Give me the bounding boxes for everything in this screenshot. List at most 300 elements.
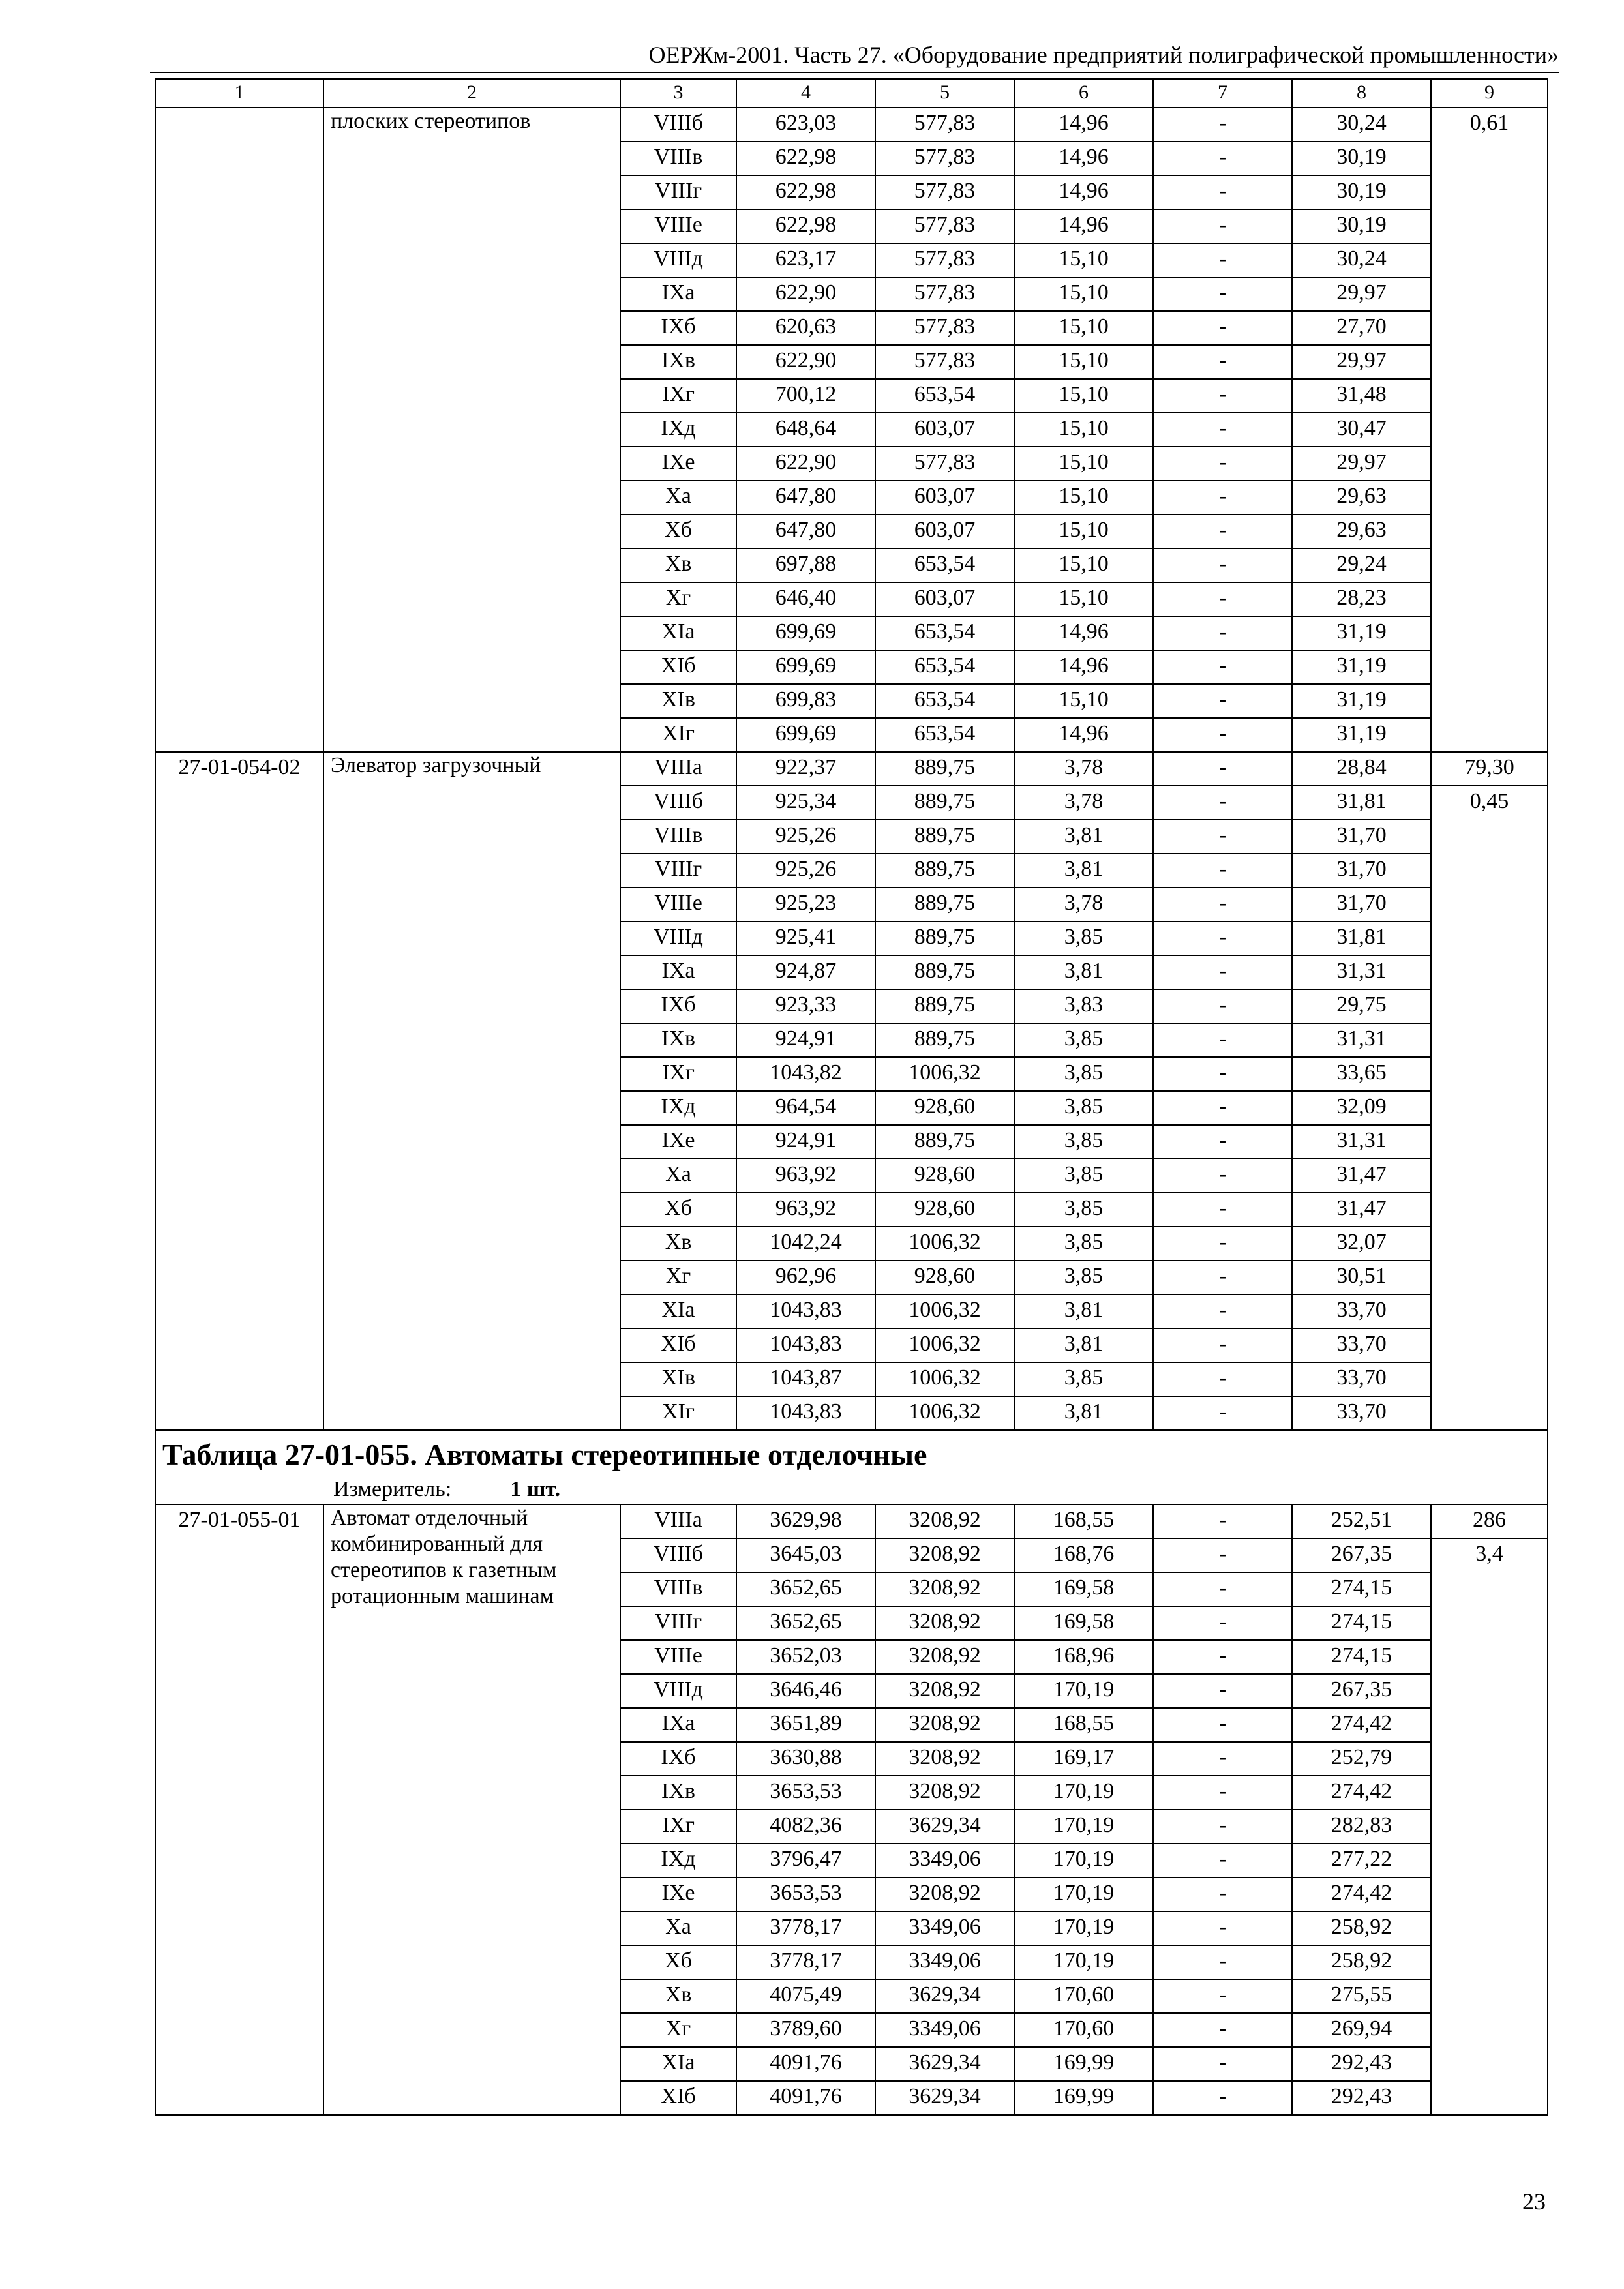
- wage-cell: 3208,92: [875, 1606, 1014, 1640]
- wage-cell: 603,07: [875, 515, 1014, 548]
- header-rule: [150, 72, 1559, 73]
- machine-cell: 14,96: [1014, 616, 1153, 650]
- machine-cell: 170,60: [1014, 1979, 1153, 2013]
- machine-wage-cell: -: [1153, 650, 1292, 684]
- wage-cell: 577,83: [875, 277, 1014, 311]
- total-cost-cell: 699,69: [736, 650, 875, 684]
- zone-cell: IXб: [620, 1742, 736, 1776]
- machine-cell: 3,85: [1014, 1023, 1153, 1057]
- wage-cell: 3208,92: [875, 1742, 1014, 1776]
- zone-cell: VIIIв: [620, 820, 736, 854]
- zone-cell: VIIIе: [620, 209, 736, 243]
- machine-cell: 170,19: [1014, 1776, 1153, 1810]
- wage-cell: 3208,92: [875, 1776, 1014, 1810]
- zone-cell: IXа: [620, 1708, 736, 1742]
- total-cost-cell: 4075,49: [736, 1979, 875, 2013]
- total-cost-cell: 622,90: [736, 345, 875, 379]
- labor-cell: 3,4: [1431, 1538, 1548, 2115]
- machine-cell: 170,19: [1014, 1674, 1153, 1708]
- zone-cell: Xг: [620, 582, 736, 616]
- total-cost-cell: 3796,47: [736, 1844, 875, 1878]
- material-cell: 31,47: [1292, 1159, 1431, 1193]
- wage-cell: 653,54: [875, 548, 1014, 582]
- material-cell: 275,55: [1292, 1979, 1431, 2013]
- wage-cell: 3349,06: [875, 1844, 1014, 1878]
- zone-cell: Xв: [620, 1227, 736, 1261]
- wage-cell: 577,83: [875, 447, 1014, 481]
- machine-cell: 15,10: [1014, 515, 1153, 548]
- table-title-cell: [155, 1430, 1548, 1504]
- wage-cell: 3629,34: [875, 1810, 1014, 1844]
- machine-cell: 14,96: [1014, 175, 1153, 209]
- wage-cell: 889,75: [875, 1125, 1014, 1159]
- wage-cell: 1006,32: [875, 1396, 1014, 1430]
- machine-wage-cell: -: [1153, 548, 1292, 582]
- wage-cell: 577,83: [875, 243, 1014, 277]
- machine-wage-cell: -: [1153, 2081, 1292, 2115]
- material-cell: 282,83: [1292, 1810, 1431, 1844]
- machine-wage-cell: -: [1153, 175, 1292, 209]
- zone-cell: IXб: [620, 311, 736, 345]
- machine-cell: 169,17: [1014, 1742, 1153, 1776]
- machine-cell: 14,96: [1014, 650, 1153, 684]
- zone-cell: XIб: [620, 2081, 736, 2115]
- machine-cell: 168,55: [1014, 1504, 1153, 1538]
- material-cell: 31,19: [1292, 718, 1431, 752]
- rates-table-body: [155, 79, 1548, 2115]
- material-cell: 27,70: [1292, 311, 1431, 345]
- total-cost-cell: 925,34: [736, 786, 875, 820]
- col-num: 6: [1014, 79, 1153, 108]
- zone-cell: VIIIе: [620, 1640, 736, 1674]
- wage-cell: 3208,92: [875, 1640, 1014, 1674]
- code-cell: 27-01-055-01: [155, 1504, 323, 2115]
- material-cell: 274,15: [1292, 1640, 1431, 1674]
- material-cell: 32,07: [1292, 1227, 1431, 1261]
- wage-cell: 3208,92: [875, 1674, 1014, 1708]
- total-cost-cell: 4091,76: [736, 2081, 875, 2115]
- wage-cell: 889,75: [875, 1023, 1014, 1057]
- zone-cell: IXд: [620, 1091, 736, 1125]
- machine-cell: 168,76: [1014, 1538, 1153, 1572]
- meter-line: [162, 1475, 1543, 1504]
- zone-cell: Xа: [620, 1911, 736, 1945]
- wage-cell: 889,75: [875, 752, 1014, 786]
- total-cost-cell: 963,92: [736, 1159, 875, 1193]
- material-cell: 274,42: [1292, 1708, 1431, 1742]
- machine-wage-cell: -: [1153, 1091, 1292, 1125]
- machine-cell: 15,10: [1014, 243, 1153, 277]
- material-cell: 29,97: [1292, 447, 1431, 481]
- zone-cell: Xв: [620, 1979, 736, 2013]
- zone-cell: VIIIб: [620, 1538, 736, 1572]
- machine-cell: 3,78: [1014, 786, 1153, 820]
- machine-cell: 15,10: [1014, 684, 1153, 718]
- machine-wage-cell: -: [1153, 1878, 1292, 1911]
- machine-wage-cell: -: [1153, 1674, 1292, 1708]
- total-cost-cell: 623,03: [736, 108, 875, 142]
- table-row: [155, 752, 1548, 786]
- machine-wage-cell: -: [1153, 1261, 1292, 1294]
- wage-cell: 3208,92: [875, 1708, 1014, 1742]
- machine-wage-cell: -: [1153, 2047, 1292, 2081]
- total-cost-cell: 3778,17: [736, 1911, 875, 1945]
- total-cost-cell: 648,64: [736, 413, 875, 447]
- total-cost-cell: 622,98: [736, 142, 875, 175]
- table-title-row: [155, 1430, 1548, 1504]
- zone-cell: Xа: [620, 1159, 736, 1193]
- total-cost-cell: 924,87: [736, 955, 875, 989]
- machine-cell: 3,81: [1014, 1328, 1153, 1362]
- machine-wage-cell: -: [1153, 311, 1292, 345]
- machine-cell: 170,60: [1014, 2013, 1153, 2047]
- zone-cell: Xв: [620, 548, 736, 582]
- meter-value: 1 шт.: [510, 1477, 561, 1501]
- wage-cell: 3208,92: [875, 1878, 1014, 1911]
- wage-cell: 1006,32: [875, 1227, 1014, 1261]
- name-cell: плоских стереотипов: [323, 108, 620, 752]
- wage-cell: 889,75: [875, 786, 1014, 820]
- machine-cell: 170,19: [1014, 1878, 1153, 1911]
- machine-wage-cell: -: [1153, 1606, 1292, 1640]
- zone-cell: IXг: [620, 1810, 736, 1844]
- material-cell: 274,42: [1292, 1878, 1431, 1911]
- zone-cell: IXв: [620, 1023, 736, 1057]
- material-cell: 33,65: [1292, 1057, 1431, 1091]
- total-cost-cell: 962,96: [736, 1261, 875, 1294]
- wage-cell: 577,83: [875, 345, 1014, 379]
- machine-cell: 3,81: [1014, 854, 1153, 888]
- machine-cell: 3,85: [1014, 1261, 1153, 1294]
- material-cell: 31,31: [1292, 955, 1431, 989]
- total-cost-cell: 3653,53: [736, 1776, 875, 1810]
- total-cost-cell: 3652,65: [736, 1606, 875, 1640]
- zone-cell: Xб: [620, 1193, 736, 1227]
- material-cell: 31,81: [1292, 921, 1431, 955]
- machine-cell: 169,99: [1014, 2081, 1153, 2115]
- zone-cell: IXб: [620, 989, 736, 1023]
- machine-wage-cell: -: [1153, 277, 1292, 311]
- zone-cell: XIб: [620, 1328, 736, 1362]
- machine-cell: 3,85: [1014, 1227, 1153, 1261]
- zone-cell: Xб: [620, 515, 736, 548]
- zone-cell: IXе: [620, 1878, 736, 1911]
- material-cell: 33,70: [1292, 1328, 1431, 1362]
- wage-cell: 577,83: [875, 175, 1014, 209]
- machine-cell: 3,85: [1014, 1362, 1153, 1396]
- wage-cell: 3629,34: [875, 2047, 1014, 2081]
- wage-cell: 889,75: [875, 820, 1014, 854]
- material-cell: 28,84: [1292, 752, 1431, 786]
- machine-cell: 168,96: [1014, 1640, 1153, 1674]
- machine-cell: 3,85: [1014, 921, 1153, 955]
- total-cost-cell: 3778,17: [736, 1945, 875, 1979]
- zone-cell: IXе: [620, 447, 736, 481]
- machine-wage-cell: -: [1153, 1193, 1292, 1227]
- zone-cell: VIIIа: [620, 752, 736, 786]
- machine-wage-cell: -: [1153, 1227, 1292, 1261]
- material-cell: 29,97: [1292, 277, 1431, 311]
- labor-cell: 0,45: [1431, 786, 1548, 1430]
- code-cell: 27-01-054-02: [155, 752, 323, 1430]
- machine-cell: 169,99: [1014, 2047, 1153, 2081]
- total-cost-cell: 697,88: [736, 548, 875, 582]
- machine-cell: 14,96: [1014, 718, 1153, 752]
- total-cost-cell: 3789,60: [736, 2013, 875, 2047]
- machine-cell: 14,96: [1014, 108, 1153, 142]
- machine-wage-cell: -: [1153, 108, 1292, 142]
- wage-cell: 3629,34: [875, 2081, 1014, 2115]
- zone-cell: Xг: [620, 1261, 736, 1294]
- machine-wage-cell: -: [1153, 616, 1292, 650]
- total-cost-cell: 623,17: [736, 243, 875, 277]
- machine-cell: 3,78: [1014, 888, 1153, 921]
- machine-wage-cell: -: [1153, 413, 1292, 447]
- zone-cell: XIв: [620, 1362, 736, 1396]
- total-cost-cell: 700,12: [736, 379, 875, 413]
- zone-cell: IXа: [620, 955, 736, 989]
- machine-wage-cell: -: [1153, 1159, 1292, 1193]
- machine-cell: 3,85: [1014, 1057, 1153, 1091]
- machine-wage-cell: -: [1153, 1979, 1292, 2013]
- machine-cell: 15,10: [1014, 311, 1153, 345]
- machine-wage-cell: -: [1153, 955, 1292, 989]
- material-cell: 269,94: [1292, 2013, 1431, 2047]
- material-cell: 258,92: [1292, 1911, 1431, 1945]
- material-cell: 31,70: [1292, 820, 1431, 854]
- col-num: 5: [875, 79, 1014, 108]
- wage-cell: 3208,92: [875, 1504, 1014, 1538]
- wage-cell: 653,54: [875, 718, 1014, 752]
- machine-wage-cell: -: [1153, 1742, 1292, 1776]
- machine-wage-cell: -: [1153, 1844, 1292, 1878]
- wage-cell: 3208,92: [875, 1538, 1014, 1572]
- name-cell: Элеватор загрузочный: [323, 752, 620, 1430]
- machine-wage-cell: -: [1153, 820, 1292, 854]
- machine-cell: 169,58: [1014, 1572, 1153, 1606]
- material-cell: 29,97: [1292, 345, 1431, 379]
- machine-wage-cell: -: [1153, 1057, 1292, 1091]
- total-cost-cell: 923,33: [736, 989, 875, 1023]
- wage-cell: 928,60: [875, 1261, 1014, 1294]
- material-cell: 32,09: [1292, 1091, 1431, 1125]
- wage-cell: 653,54: [875, 616, 1014, 650]
- machine-wage-cell: -: [1153, 209, 1292, 243]
- material-cell: 30,24: [1292, 243, 1431, 277]
- material-cell: 29,24: [1292, 548, 1431, 582]
- wage-cell: 653,54: [875, 379, 1014, 413]
- wage-cell: 577,83: [875, 142, 1014, 175]
- total-cost-cell: 963,92: [736, 1193, 875, 1227]
- material-cell: 274,15: [1292, 1606, 1431, 1640]
- total-cost-cell: 3651,89: [736, 1708, 875, 1742]
- zone-cell: VIIIд: [620, 921, 736, 955]
- wage-cell: 928,60: [875, 1159, 1014, 1193]
- wage-cell: 928,60: [875, 1091, 1014, 1125]
- machine-cell: 169,58: [1014, 1606, 1153, 1640]
- machine-wage-cell: -: [1153, 582, 1292, 616]
- wage-cell: 577,83: [875, 209, 1014, 243]
- machine-wage-cell: -: [1153, 1708, 1292, 1742]
- machine-wage-cell: -: [1153, 1572, 1292, 1606]
- wage-cell: 653,54: [875, 650, 1014, 684]
- machine-cell: 3,81: [1014, 1294, 1153, 1328]
- material-cell: 292,43: [1292, 2081, 1431, 2115]
- machine-wage-cell: -: [1153, 243, 1292, 277]
- material-cell: 31,19: [1292, 650, 1431, 684]
- machine-wage-cell: -: [1153, 989, 1292, 1023]
- machine-cell: 3,81: [1014, 1396, 1153, 1430]
- total-cost-cell: 622,98: [736, 209, 875, 243]
- machine-wage-cell: -: [1153, 481, 1292, 515]
- total-cost-cell: 925,26: [736, 854, 875, 888]
- material-cell: 30,51: [1292, 1261, 1431, 1294]
- machine-wage-cell: -: [1153, 1294, 1292, 1328]
- wage-cell: 1006,32: [875, 1362, 1014, 1396]
- zone-cell: VIIIе: [620, 888, 736, 921]
- machine-wage-cell: -: [1153, 142, 1292, 175]
- zone-cell: VIIIб: [620, 786, 736, 820]
- material-cell: 33,70: [1292, 1294, 1431, 1328]
- total-cost-cell: 4091,76: [736, 2047, 875, 2081]
- wage-cell: 3349,06: [875, 1945, 1014, 1979]
- machine-cell: 15,10: [1014, 582, 1153, 616]
- machine-cell: 170,19: [1014, 1945, 1153, 1979]
- material-cell: 252,51: [1292, 1504, 1431, 1538]
- material-cell: 31,19: [1292, 616, 1431, 650]
- material-cell: 274,15: [1292, 1572, 1431, 1606]
- machine-wage-cell: -: [1153, 854, 1292, 888]
- wage-cell: 3349,06: [875, 1911, 1014, 1945]
- col-num: 3: [620, 79, 736, 108]
- material-cell: 30,19: [1292, 209, 1431, 243]
- machine-cell: 15,10: [1014, 379, 1153, 413]
- material-cell: 29,63: [1292, 515, 1431, 548]
- total-cost-cell: 622,90: [736, 277, 875, 311]
- machine-wage-cell: -: [1153, 921, 1292, 955]
- wage-cell: 653,54: [875, 684, 1014, 718]
- machine-wage-cell: -: [1153, 1362, 1292, 1396]
- zone-cell: IXе: [620, 1125, 736, 1159]
- zone-cell: IXв: [620, 1776, 736, 1810]
- wage-cell: 1006,32: [875, 1057, 1014, 1091]
- wage-cell: 577,83: [875, 311, 1014, 345]
- zone-cell: XIа: [620, 616, 736, 650]
- material-cell: 31,48: [1292, 379, 1431, 413]
- material-cell: 30,24: [1292, 108, 1431, 142]
- machine-wage-cell: -: [1153, 1125, 1292, 1159]
- material-cell: 31,70: [1292, 888, 1431, 921]
- total-cost-cell: 1043,83: [736, 1396, 875, 1430]
- material-cell: 252,79: [1292, 1742, 1431, 1776]
- machine-cell: 168,55: [1014, 1708, 1153, 1742]
- col-num: 7: [1153, 79, 1292, 108]
- col-num: 2: [323, 79, 620, 108]
- wage-cell: 1006,32: [875, 1294, 1014, 1328]
- zone-cell: XIа: [620, 2047, 736, 2081]
- wage-cell: 3349,06: [875, 2013, 1014, 2047]
- code-cell: [155, 108, 323, 752]
- machine-wage-cell: -: [1153, 1776, 1292, 1810]
- wage-cell: 889,75: [875, 888, 1014, 921]
- material-cell: 33,70: [1292, 1362, 1431, 1396]
- machine-wage-cell: -: [1153, 1023, 1292, 1057]
- labor-cell: 286: [1431, 1504, 1548, 1538]
- machine-cell: 170,19: [1014, 1844, 1153, 1878]
- zone-cell: IXг: [620, 1057, 736, 1091]
- machine-cell: 15,10: [1014, 548, 1153, 582]
- total-cost-cell: 925,23: [736, 888, 875, 921]
- total-cost-cell: 925,26: [736, 820, 875, 854]
- wage-cell: 889,75: [875, 921, 1014, 955]
- material-cell: 31,31: [1292, 1023, 1431, 1057]
- machine-cell: 3,85: [1014, 1193, 1153, 1227]
- wage-cell: 889,75: [875, 955, 1014, 989]
- material-cell: 29,63: [1292, 481, 1431, 515]
- zone-cell: IXд: [620, 1844, 736, 1878]
- total-cost-cell: 647,80: [736, 481, 875, 515]
- wage-cell: 3629,34: [875, 1979, 1014, 2013]
- zone-cell: XIв: [620, 684, 736, 718]
- total-cost-cell: 622,98: [736, 175, 875, 209]
- total-cost-cell: 1043,87: [736, 1362, 875, 1396]
- wage-cell: 603,07: [875, 582, 1014, 616]
- zone-cell: XIг: [620, 1396, 736, 1430]
- zone-cell: IXв: [620, 345, 736, 379]
- page-number: 23: [1522, 2189, 1546, 2215]
- material-cell: 258,92: [1292, 1945, 1431, 1979]
- machine-wage-cell: -: [1153, 1911, 1292, 1945]
- zone-cell: VIIIд: [620, 1674, 736, 1708]
- material-cell: 30,47: [1292, 413, 1431, 447]
- zone-cell: VIIIг: [620, 1606, 736, 1640]
- machine-wage-cell: -: [1153, 1396, 1292, 1430]
- machine-cell: 15,10: [1014, 413, 1153, 447]
- total-cost-cell: 647,80: [736, 515, 875, 548]
- page-header: ОЕРЖм-2001. Часть 27. «Оборудование предприятий полиграфической промышленности»: [648, 42, 1559, 68]
- machine-wage-cell: -: [1153, 345, 1292, 379]
- total-cost-cell: 925,41: [736, 921, 875, 955]
- material-cell: 31,31: [1292, 1125, 1431, 1159]
- total-cost-cell: 620,63: [736, 311, 875, 345]
- table-title: Таблица 27-01-055. Автоматы стереотипные отделочные: [162, 1438, 927, 1471]
- total-cost-cell: 3629,98: [736, 1504, 875, 1538]
- machine-wage-cell: -: [1153, 786, 1292, 820]
- zone-cell: Xа: [620, 481, 736, 515]
- zone-cell: IXа: [620, 277, 736, 311]
- wage-cell: 1006,32: [875, 1328, 1014, 1362]
- machine-cell: 3,85: [1014, 1125, 1153, 1159]
- name-cell: Автомат отделочный комбинированный для стереотипов к газетным ротационным машинам: [323, 1504, 620, 2115]
- total-cost-cell: 3645,03: [736, 1538, 875, 1572]
- total-cost-cell: 4082,36: [736, 1810, 875, 1844]
- material-cell: 30,19: [1292, 175, 1431, 209]
- machine-wage-cell: -: [1153, 379, 1292, 413]
- total-cost-cell: 1043,83: [736, 1294, 875, 1328]
- table-row: [155, 1504, 1548, 1538]
- total-cost-cell: 646,40: [736, 582, 875, 616]
- total-cost-cell: 622,90: [736, 447, 875, 481]
- total-cost-cell: 924,91: [736, 1023, 875, 1057]
- zone-cell: XIг: [620, 718, 736, 752]
- rates-table: [155, 78, 1548, 2116]
- zone-cell: XIб: [620, 650, 736, 684]
- material-cell: 31,47: [1292, 1193, 1431, 1227]
- machine-cell: 15,10: [1014, 345, 1153, 379]
- machine-wage-cell: -: [1153, 1810, 1292, 1844]
- material-cell: 33,70: [1292, 1396, 1431, 1430]
- zone-cell: Xг: [620, 2013, 736, 2047]
